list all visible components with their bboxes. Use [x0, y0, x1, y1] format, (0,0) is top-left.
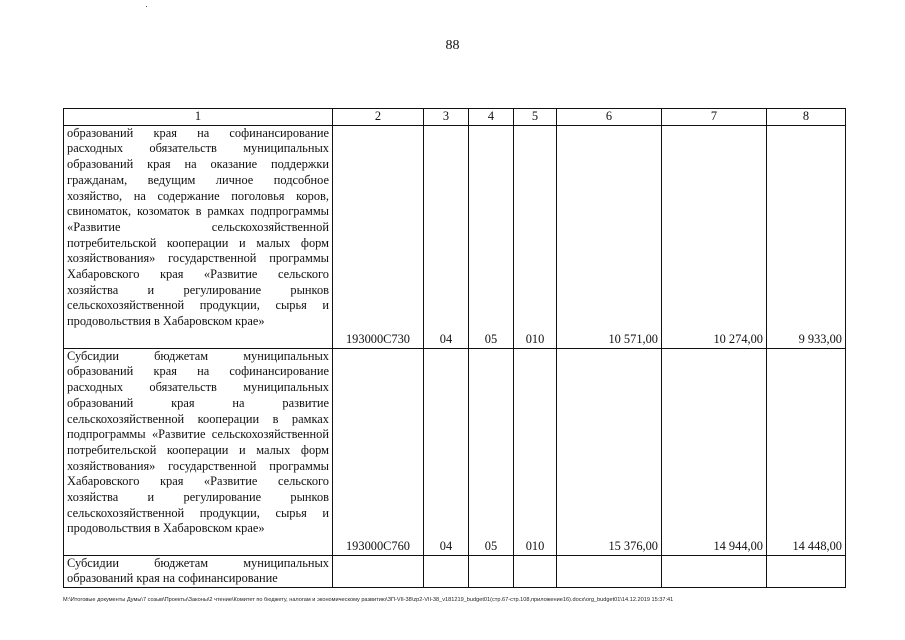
table-row: [64, 555, 846, 587]
header-row: [64, 109, 846, 126]
row-amount-col7: 10 274,00: [662, 125, 767, 348]
column-header-3: 3: [424, 109, 469, 126]
scan-speck: [146, 6, 147, 7]
column-header-2: 2: [333, 109, 424, 126]
row-amount-col6: 15 376,00: [557, 348, 662, 555]
row-section: [424, 555, 469, 587]
row-subsection: 05: [469, 348, 514, 555]
row-description: Субсидии бюджетам муниципальных образований края на софинансирование: [64, 555, 333, 587]
document-file-path-footer: M:\Итоговые документы Думы\7 созыв\Проекты\Законы\2 чтение\Комитет по бюджету, налогам и экономическому развитию\ЗП-VII-38\zp2-VII-38_v181219_budget01(стр.67-стр.108,приложение16).docx\org_budget01\14.12.2019 15:37:41: [63, 597, 674, 603]
table-row: [64, 125, 846, 348]
column-header-1: 1: [64, 109, 333, 126]
row-target-article: [333, 555, 424, 587]
budget-table-wrapper: [63, 108, 846, 588]
column-header-7: 7: [662, 109, 767, 126]
row-subsection: [469, 555, 514, 587]
row-expense-type: [514, 555, 557, 587]
row-expense-type: 010: [514, 125, 557, 348]
budget-table: [63, 108, 846, 588]
column-header-8: 8: [767, 109, 846, 126]
row-target-article: 193000С730: [333, 125, 424, 348]
row-amount-col8: [767, 555, 846, 587]
row-description: Субсидии бюджетам муниципальных образований края на софинансирование расходных обязательств муниципальных образований края на развитие сельскохозяйственной кооперации в рамках подпрограммы «Развитие сельскохозяйственной потребительской кооперации и малых форм хозяйствования» государственной программы Хабаровского края «Развитие сельского хозяйства и регулирование рынков сельскохозяйственной продукции, сырья и продовольствия в Хабаровском крае»: [64, 348, 333, 555]
row-description: образований края на софинансирование расходных обязательств муниципальных образований края на оказание поддержки гражданам, ведущим личное подсобное хозяйство, на содержание поголовья коров, свиноматок, козоматок в рамках подпрограммы «Развитие сельскохозяйственной потребительской кооперации и малых форм хозяйствования» государственной программы Хабаровского края «Развитие сельского хозяйства и регулирование рынков сельскохозяйственной продукции, сырья и продовольствия в Хабаровском крае»: [64, 125, 333, 348]
row-amount-col7: [662, 555, 767, 587]
row-expense-type: 010: [514, 348, 557, 555]
row-section: 04: [424, 348, 469, 555]
table-row: [64, 348, 846, 555]
column-header-6: 6: [557, 109, 662, 126]
row-target-article: 193000С760: [333, 348, 424, 555]
row-amount-col6: 10 571,00: [557, 125, 662, 348]
row-amount-col8: 9 933,00: [767, 125, 846, 348]
row-subsection: 05: [469, 125, 514, 348]
column-header-4: 4: [469, 109, 514, 126]
page-number: 88: [445, 38, 460, 53]
row-amount-col7: 14 944,00: [662, 348, 767, 555]
row-amount-col6: [557, 555, 662, 587]
row-amount-col8: 14 448,00: [767, 348, 846, 555]
column-header-5: 5: [514, 109, 557, 126]
row-section: 04: [424, 125, 469, 348]
